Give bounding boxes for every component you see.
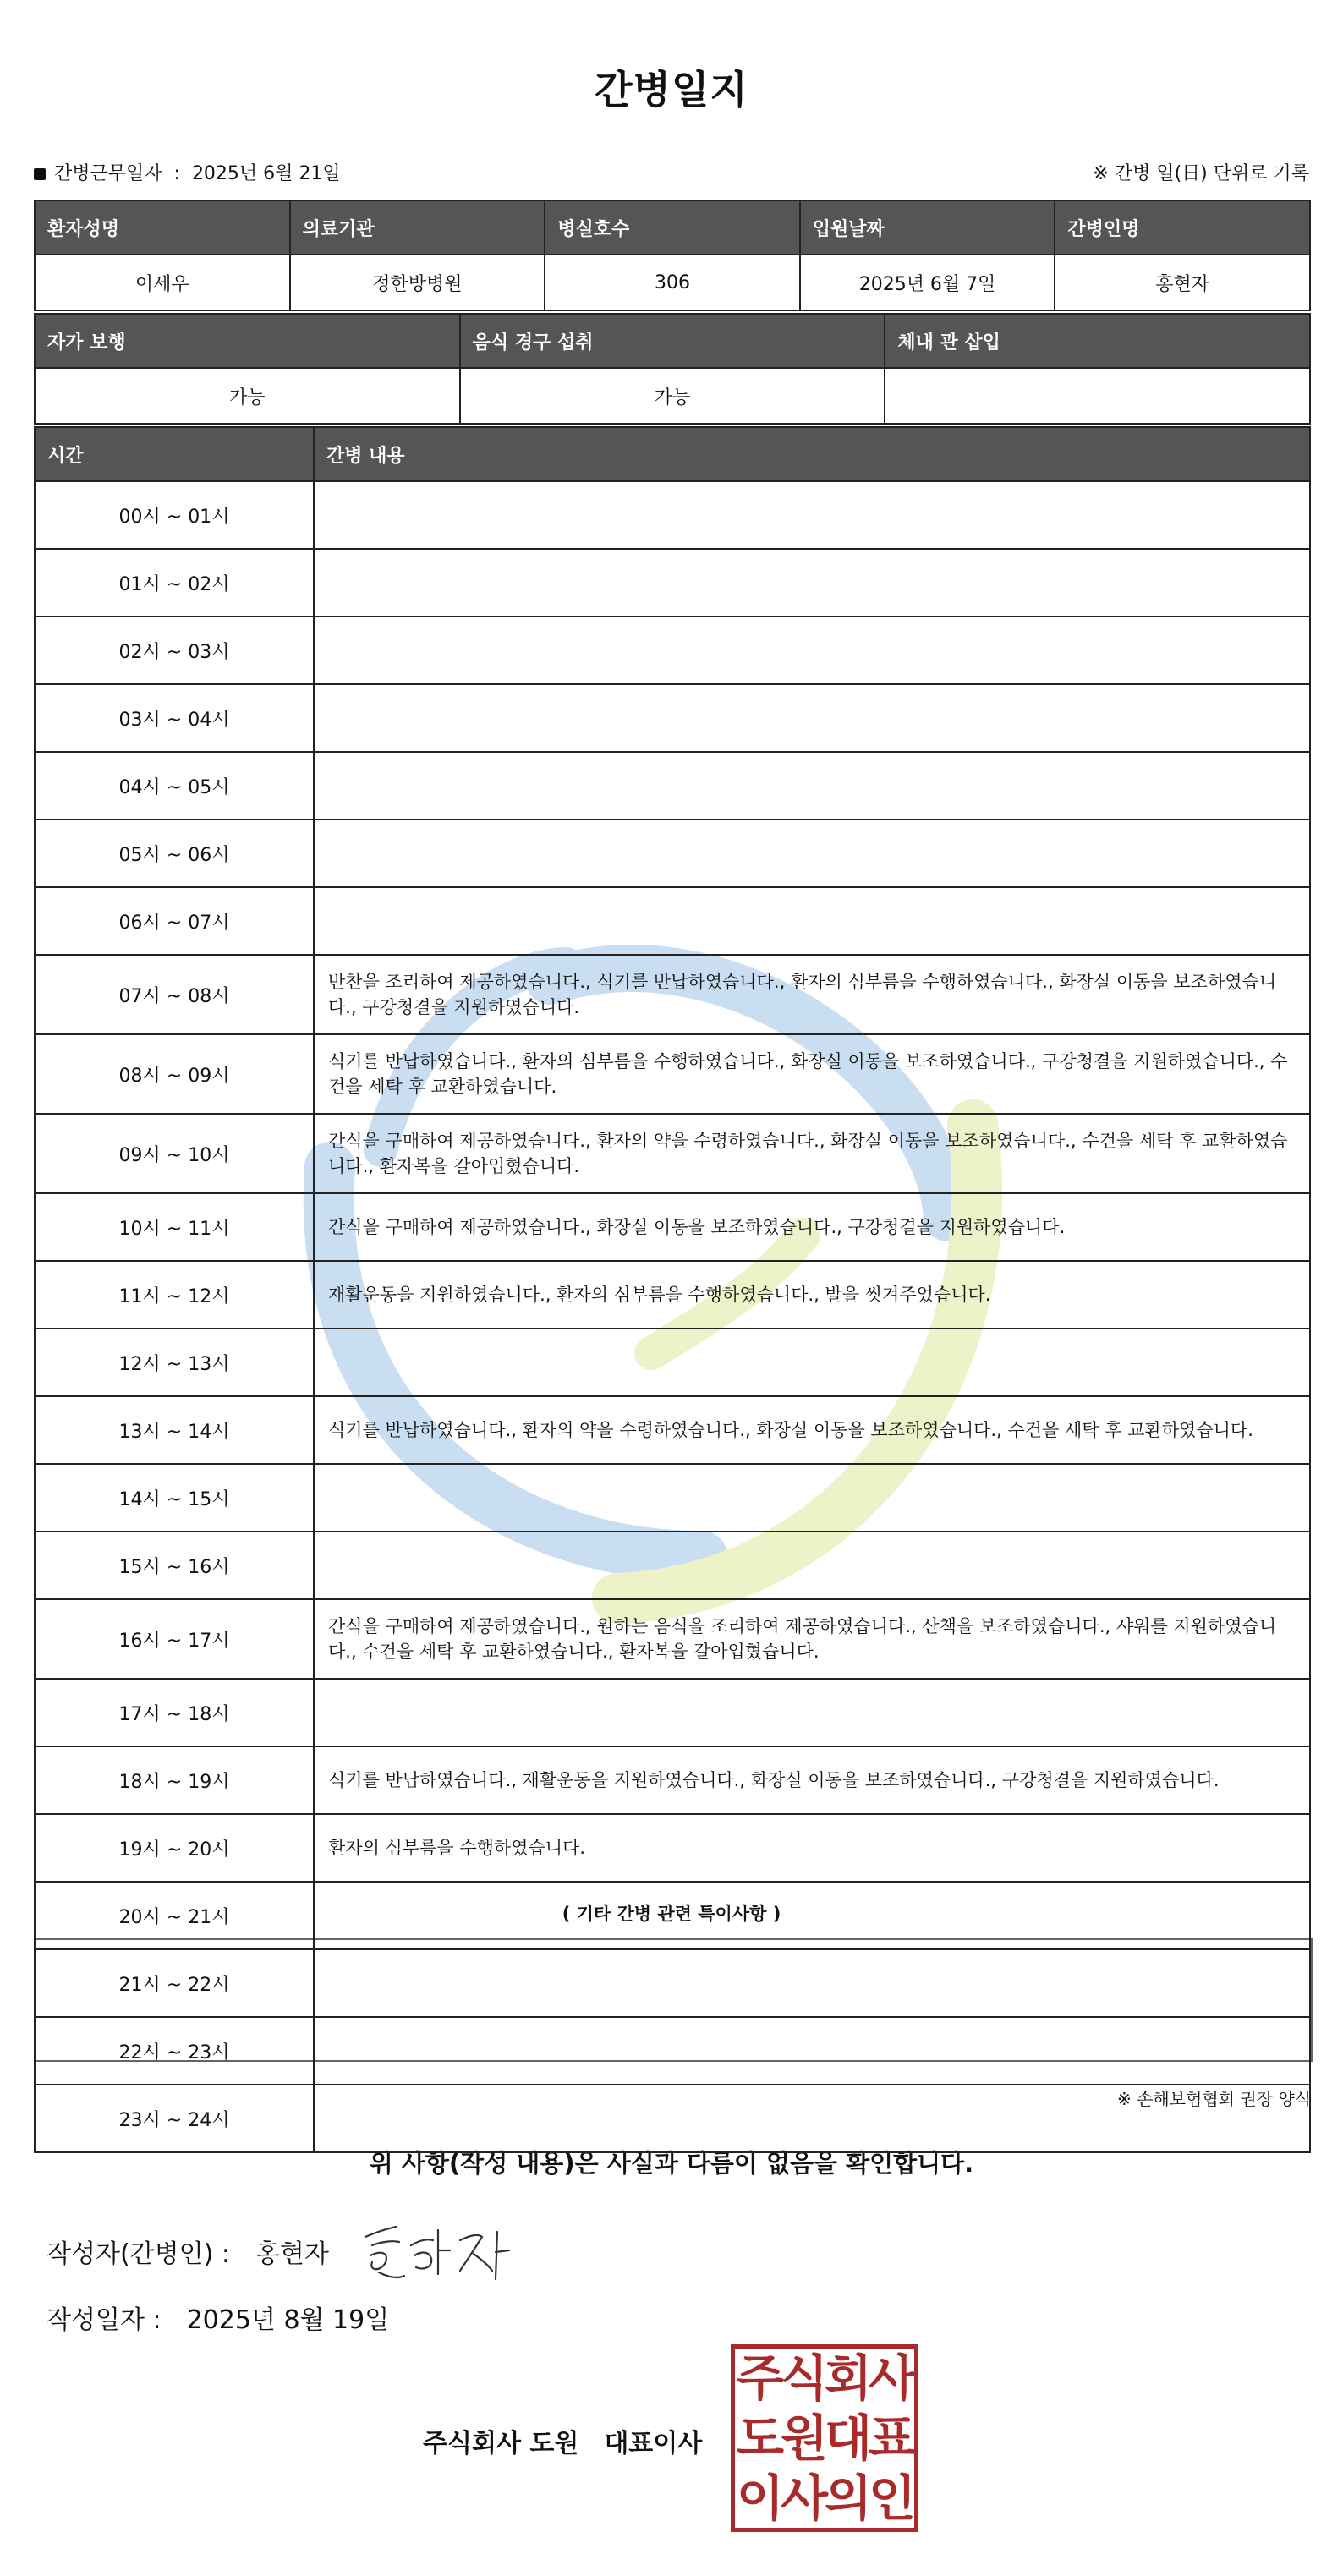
table-row — [35, 1464, 1310, 1532]
log-time: 01시 ~ 02시 — [35, 549, 314, 617]
log-time: 13시 ~ 14시 — [35, 1396, 314, 1464]
company-name: 주식회사 도원 — [423, 2429, 579, 2458]
log-content: 식기를 반납하였습니다., 재활운동을 지원하였습니다., 화장실 이동을 보조하였습니다., 구강청결을 지원하였습니다. — [314, 1746, 1310, 1814]
log-time: 20시 ~ 21시 — [35, 1882, 314, 1949]
table-row — [35, 1034, 1310, 1114]
patient-name: 이세우 — [35, 255, 290, 310]
table-row — [35, 752, 1310, 819]
log-time: 10시 ~ 11시 — [35, 1193, 314, 1261]
log-content: 환자의 심부름을 수행하였습니다. — [314, 1814, 1310, 1882]
record-note: ※ 간병 일(日) 단위로 기록 — [1093, 163, 1309, 184]
log-time: 06시 ~ 07시 — [35, 887, 314, 955]
patient-info-table — [34, 200, 1311, 311]
log-content: 간식을 구매하여 제공하였습니다., 화장실 이동을 보조하였습니다., 구강청결을 지원하였습니다. — [314, 1193, 1310, 1261]
table-row — [35, 1814, 1310, 1882]
recommend-note: ※ 손해보험협회 권장 양식 — [1116, 2089, 1311, 2109]
table-row — [35, 549, 1310, 617]
log-content — [314, 1464, 1310, 1532]
table-row — [35, 1746, 1310, 1814]
table-row — [35, 1261, 1310, 1329]
log-time: 21시 ~ 22시 — [35, 1949, 314, 2017]
log-content: 간식을 구매하여 제공하였습니다., 환자의 약을 수령하였습니다., 화장실 이동을 보조하였습니다., 수건을 세탁 후 교환하였습니다., 환자복을 갈아입혔습니다. — [314, 1114, 1310, 1193]
log-time: 16시 ~ 17시 — [35, 1599, 314, 1679]
document-title: 간병일지 — [595, 67, 748, 112]
log-content — [314, 1949, 1310, 2017]
log-time: 22시 ~ 23시 — [35, 2017, 314, 2085]
header-patient-name: 환자성명 — [35, 200, 290, 255]
company-seal-stamp — [731, 2344, 918, 2532]
table-row — [35, 1679, 1310, 1746]
log-content — [314, 2017, 1310, 2085]
write-date-value: 2025년 8월 19일 — [186, 2305, 390, 2335]
log-content — [314, 752, 1310, 819]
log-time: 17시 ~ 18시 — [35, 1679, 314, 1746]
table-row — [35, 481, 1310, 549]
table-row — [35, 1193, 1310, 1261]
seal-line: 이사의인 — [736, 2469, 913, 2527]
log-content — [314, 1532, 1310, 1599]
log-time: 12시 ~ 13시 — [35, 1329, 314, 1396]
table-row — [35, 1882, 1310, 1949]
log-time: 11시 ~ 12시 — [35, 1261, 314, 1329]
log-content: 식기를 반납하였습니다., 환자의 심부름을 수행하였습니다., 화장실 이동을 보조하였습니다., 구강청결을 지원하였습니다., 수건을 세탁 후 교환하였습니다. — [314, 1034, 1310, 1114]
company-signature-line — [423, 2422, 702, 2459]
header-admission-date: 입원날짜 — [800, 200, 1055, 255]
log-content — [314, 1882, 1310, 1949]
log-content — [314, 617, 1310, 684]
write-date-label: 작성일자 : — [47, 2305, 162, 2335]
work-date-label: 간병근무일자 — [54, 163, 162, 184]
log-content — [314, 1679, 1310, 1746]
table-row — [35, 819, 1310, 887]
admission-date: 2025년 6월 7일 — [800, 255, 1055, 310]
write-date-row — [47, 2299, 389, 2336]
log-content — [314, 549, 1310, 617]
oral-intake-value: 가능 — [460, 368, 885, 424]
writer-row — [47, 2233, 329, 2270]
header-time: 시간 — [35, 427, 314, 481]
table-row — [35, 2085, 1310, 2152]
log-time: 18시 ~ 19시 — [35, 1746, 314, 1814]
table-row — [35, 1599, 1310, 1679]
log-time: 00시 ~ 01시 — [35, 481, 314, 549]
table-row — [35, 1949, 1310, 2017]
log-time: 05시 ~ 06시 — [35, 819, 314, 887]
tube-insertion-value — [885, 368, 1310, 424]
work-date-separator: : — [173, 163, 180, 184]
header-tube-insertion: 체내 관 삽입 — [885, 314, 1310, 368]
handwritten-signature — [355, 2212, 516, 2288]
log-content — [314, 887, 1310, 955]
table-row — [35, 887, 1310, 955]
log-content — [314, 819, 1310, 887]
care-log-table — [34, 426, 1311, 2153]
self-walking-value: 가능 — [35, 368, 460, 424]
seal-line: 도원대표 — [736, 2409, 913, 2467]
log-time: 08시 ~ 09시 — [35, 1034, 314, 1114]
hospital-name: 정한방병원 — [290, 255, 545, 310]
remarks-title: ( 기타 간병 관련 특이사항 ) — [562, 1904, 781, 1924]
log-content — [314, 481, 1310, 549]
seal-line: 주식회사 — [736, 2349, 913, 2408]
log-time: 09시 ~ 10시 — [35, 1114, 314, 1193]
room-number: 306 — [545, 255, 800, 310]
caregiver-name: 홍현자 — [1055, 255, 1310, 310]
ceo-title: 대표이사 — [604, 2429, 703, 2458]
writer-name: 홍현자 — [255, 2239, 329, 2269]
log-time: 07시 ~ 08시 — [35, 955, 314, 1034]
header-room: 병실호수 — [545, 200, 800, 255]
table-row — [35, 1114, 1310, 1193]
log-time: 02시 ~ 03시 — [35, 617, 314, 684]
log-content — [314, 1329, 1310, 1396]
bullet-icon — [34, 168, 46, 180]
log-content — [314, 2085, 1310, 2152]
log-time: 14시 ~ 15시 — [35, 1464, 314, 1532]
log-time: 15시 ~ 16시 — [35, 1532, 314, 1599]
log-time: 03시 ~ 04시 — [35, 684, 314, 752]
table-row — [35, 684, 1310, 752]
log-content: 간식을 구매하여 제공하였습니다., 원하는 음식을 조리하여 제공하였습니다., 산책을 보조하였습니다., 샤워를 지원하였습니다., 수건을 세탁 후 교환하였습니다., 환자복을 갈아입혔습니다. — [314, 1599, 1310, 1679]
log-content: 반찬을 조리하여 제공하였습니다., 식기를 반납하였습니다., 환자의 심부름을 수행하였습니다., 화장실 이동을 보조하였습니다., 구강청결을 지원하였습니다. — [314, 955, 1310, 1034]
log-content: 식기를 반납하였습니다., 환자의 약을 수령하였습니다., 화장실 이동을 보조하였습니다., 수건을 세탁 후 교환하였습니다. — [314, 1396, 1310, 1464]
log-time: 23시 ~ 24시 — [35, 2085, 314, 2152]
log-time: 19시 ~ 20시 — [35, 1814, 314, 1882]
table-row — [35, 1532, 1310, 1599]
log-time: 04시 ~ 05시 — [35, 752, 314, 819]
table-row — [35, 1396, 1310, 1464]
patient-status-table — [34, 313, 1311, 425]
header-care-content: 간병 내용 — [314, 427, 1310, 481]
header-caregiver: 간병인명 — [1055, 200, 1310, 255]
header-self-walking: 자가 보행 — [35, 314, 460, 368]
header-hospital: 의료기관 — [290, 200, 545, 255]
table-row — [35, 1329, 1310, 1396]
table-row — [35, 955, 1310, 1034]
log-content: 재활운동을 지원하였습니다., 환자의 심부름을 수행하였습니다., 발을 씻겨주었습니다. — [314, 1261, 1310, 1329]
table-row — [35, 617, 1310, 684]
work-date-value: 2025년 6월 21일 — [191, 163, 341, 184]
table-row — [35, 2017, 1310, 2085]
header-oral-intake: 음식 경구 섭취 — [460, 314, 885, 368]
writer-label: 작성자(간병인) : — [47, 2239, 230, 2269]
confirm-statement: 위 사항(작성 내용)은 사실과 다름이 없음을 확인합니다. — [369, 2149, 974, 2178]
log-content — [314, 684, 1310, 752]
